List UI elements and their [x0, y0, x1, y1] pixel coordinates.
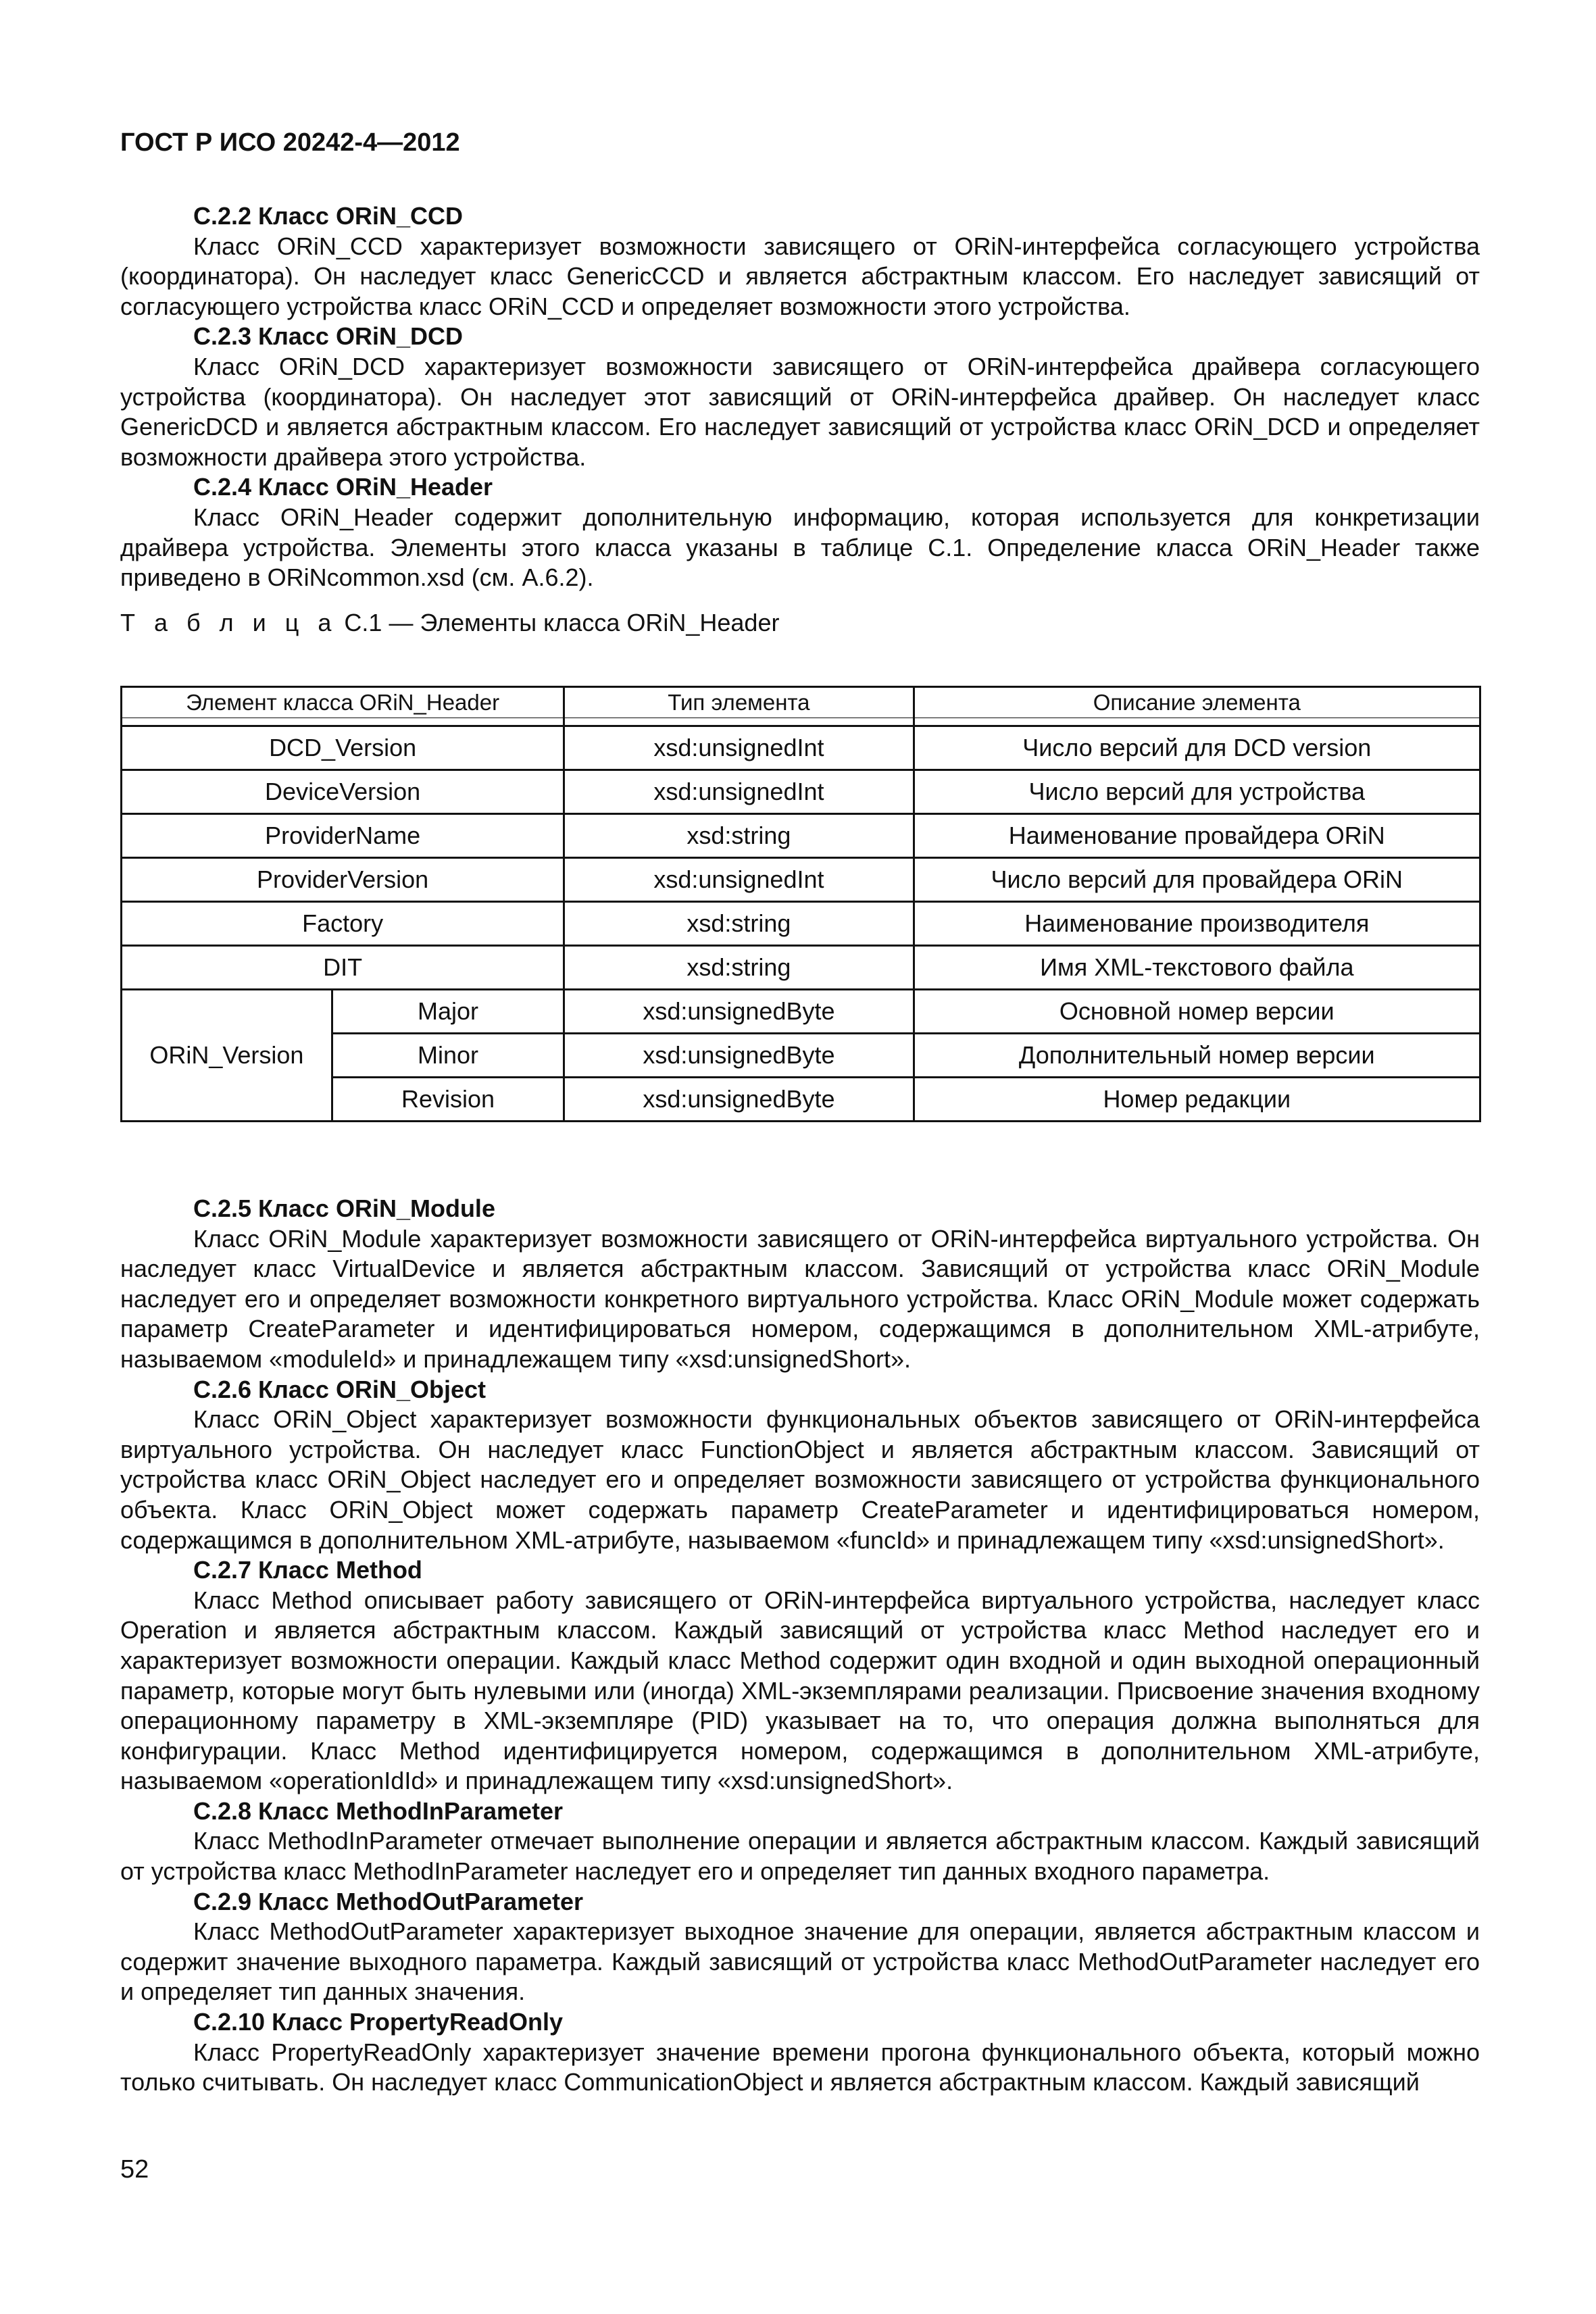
text-block-bottom — [120, 1194, 1480, 2098]
section-heading-c29: С.2.9 Класс MethodOutParameter — [193, 1887, 584, 1915]
table-caption-label: Т а б л и ц а — [120, 608, 338, 636]
section-heading-c23: С.2.3 Класс ORiN_DCD — [193, 322, 463, 351]
table-cell-element: DCD_Version — [122, 726, 564, 770]
section-text-c23: Класс ORiN_DCD характеризует возможности зависящего от ORiN-интерфейса драйвера согласующего устройства (координатора). Он наследует этот зависящий от ORiN-интерфейса драйвер. Он наследует класс GenericDCD и является абстрактным классом. Его наследует зависящий от устройства класс ORiN_DCD и определяет возможности драйвера этого устройства. — [120, 352, 1480, 471]
table-header-row — [122, 687, 1480, 718]
table-cell-type: xsd:unsignedInt — [564, 770, 914, 814]
document-header: ГОСТ Р ИСО 20242-4—2012 — [120, 128, 460, 157]
table-cell-subelement: Major — [332, 990, 564, 1034]
section-heading-c26: С.2.6 Класс ORiN_Object — [193, 1375, 487, 1403]
header-elements-table — [120, 686, 1481, 1122]
section-heading-c25: С.2.5 Класс ORiN_Module — [193, 1194, 495, 1222]
table-cell-type: xsd:unsignedInt — [564, 858, 914, 902]
table-cell-element: DIT — [122, 946, 564, 990]
section-heading-c27: С.2.7 Класс Method — [193, 1556, 422, 1584]
table-caption-text: С.1 — Элементы класса ORiN_Header — [344, 608, 780, 636]
table-row — [122, 990, 1480, 1034]
table-header-type: Тип элемента — [564, 687, 914, 718]
table-header-element: Элемент класса ORiN_Header — [122, 687, 564, 718]
table-cell-type: xsd:string — [564, 902, 914, 946]
table-cell-desc: Число версий для провайдера ORiN — [914, 858, 1480, 902]
table-cell-desc: Наименование провайдера ORiN — [914, 814, 1480, 858]
section-text-c27: Класс Method описывает работу зависящего от ORiN-интерфейса виртуального устройства, наследует класс Operation и является абстрактным классом. Каждый зависящий от устройства класс Method наследует его и характеризует возможности операции. Каждый класс Method содержит один входной и один выходной операционный параметр, которые могут быть нулевыми или (иногда) XML-экземплярами реализации. Присвоение значения входному операционному параметру в XML-экземпляре (PID) указывает на то, что операция должна выполняться для конфигурации. Класс Method идентифицируется номером, содержащимся в дополнительном XML-атрибуте, называемом «operationIdId» и принадлежащем типу «xsd:unsignedShort». — [120, 1586, 1480, 1795]
table-row — [122, 858, 1480, 902]
section-heading-c24: С.2.4 Класс ORiN_Header — [193, 473, 493, 501]
table-row — [122, 770, 1480, 814]
table-header-desc: Описание элемента — [914, 687, 1480, 718]
section-text-c210: Класс PropertyReadOnly характеризует значение времени прогона функционального объекта, который можно только считывать. Он наследует класс CommunicationObject и является абстрактным классом. Каждый зависящий — [120, 2038, 1480, 2096]
table-cell-element: DeviceVersion — [122, 770, 564, 814]
table-cell-subelement: Revision — [332, 1078, 564, 1122]
table-cell-type: xsd:string — [564, 814, 914, 858]
table-cell-element: Factory — [122, 902, 564, 946]
table-cell-desc: Основной номер версии — [914, 990, 1480, 1034]
table-row — [122, 946, 1480, 990]
table-header-gap — [122, 718, 1480, 726]
section-text-c29: Класс MethodOutParameter характеризует выходное значение для операции, является абстрактным классом и содержит значение выходного параметра. Каждый зависящий от устройства класс MethodOutParameter наследует его и определяет тип данных значения. — [120, 1917, 1480, 2006]
table-cell-desc: Имя XML-текстового файла — [914, 946, 1480, 990]
section-text-c24: Класс ORiN_Header содержит дополнительную информацию, которая используется для конкретизации драйвера устройства. Элементы этого класса указаны в таблице С.1. Определение класса ORiN_Header также приведено в ORiNcommon.xsd (см. А.6.2). — [120, 503, 1480, 592]
section-text-c22: Класс ORiN_CCD характеризует возможности зависящего от ORiN-интерфейса согласующего устройства (координатора). Он наследует класс GenericCCD и является абстрактным классом. Его наследует зависящий от согласующего устройства класс ORiN_CCD и определяет возможности этого устройства. — [120, 232, 1480, 320]
text-block-top — [120, 201, 1480, 638]
section-heading-c210: С.2.10 Класс PropertyReadOnly — [193, 2008, 564, 2036]
table-cell-desc: Наименование производителя — [914, 902, 1480, 946]
table-cell-desc: Номер редакции — [914, 1078, 1480, 1122]
table-cell-desc: Дополнительный номер версии — [914, 1034, 1480, 1078]
table-cell-element: ProviderName — [122, 814, 564, 858]
table-cell-group: ORiN_Version — [122, 990, 332, 1122]
table-cell-desc: Число версий для устройства — [914, 770, 1480, 814]
table-cell-subelement: Minor — [332, 1034, 564, 1078]
table-cell-element: ProviderVersion — [122, 858, 564, 902]
section-heading-c22: С.2.2 Класс ORiN_CCD — [193, 202, 463, 230]
table-cell-type: xsd:string — [564, 946, 914, 990]
section-text-c28: Класс MethodInParameter отмечает выполнение операции и является абстрактным классом. Каждый зависящий от устройства класс MethodInParameter наследует его и определяет тип данных входного параметра. — [120, 1827, 1480, 1886]
table-row — [122, 814, 1480, 858]
section-text-c25: Класс ORiN_Module характеризует возможности зависящего от ORiN-интерфейса виртуального устройства. Он наследует класс VirtualDevice и является абстрактным классом. Зависящий от устройства класс ORiN_Module наследует его и определяет возможности конкретного виртуального устройства. Класс ORiN_Module может содержать параметр CreateParameter и идентифицироваться номером, содержащимся в дополнительном XML-атрибуте, называемом «moduleId» и принадлежащем типу «xsd:unsignedShort». — [120, 1224, 1480, 1373]
page-number: 52 — [120, 2155, 149, 2184]
table-cell-type: xsd:unsignedInt — [564, 726, 914, 770]
table-row — [122, 726, 1480, 770]
table-cell-type: xsd:unsignedByte — [564, 1034, 914, 1078]
section-heading-c28: С.2.8 Класс MethodInParameter — [193, 1796, 564, 1825]
section-text-c26: Класс ORiN_Object характеризует возможности функциональных объектов зависящего от ORiN-интерфейса виртуального устройства. Он наследует класс FunctionObject и является абстрактным классом. Зависящий от устройства класс ORiN_Object наследует его и определяет возможности зависящего от устройства функционального объекта. Класс ORiN_Object может содержать параметр CreateParameter и идентифицироваться номером, содержащимся в дополнительном XML-атрибуте, называемом «funcId» и принадлежащем типу «xsd:unsignedShort». — [120, 1405, 1480, 1554]
table-row — [122, 902, 1480, 946]
table-caption — [120, 608, 1480, 638]
table-cell-type: xsd:unsignedByte — [564, 1078, 914, 1122]
table-cell-desc: Число версий для DCD version — [914, 726, 1480, 770]
table-cell-type: xsd:unsignedByte — [564, 990, 914, 1034]
